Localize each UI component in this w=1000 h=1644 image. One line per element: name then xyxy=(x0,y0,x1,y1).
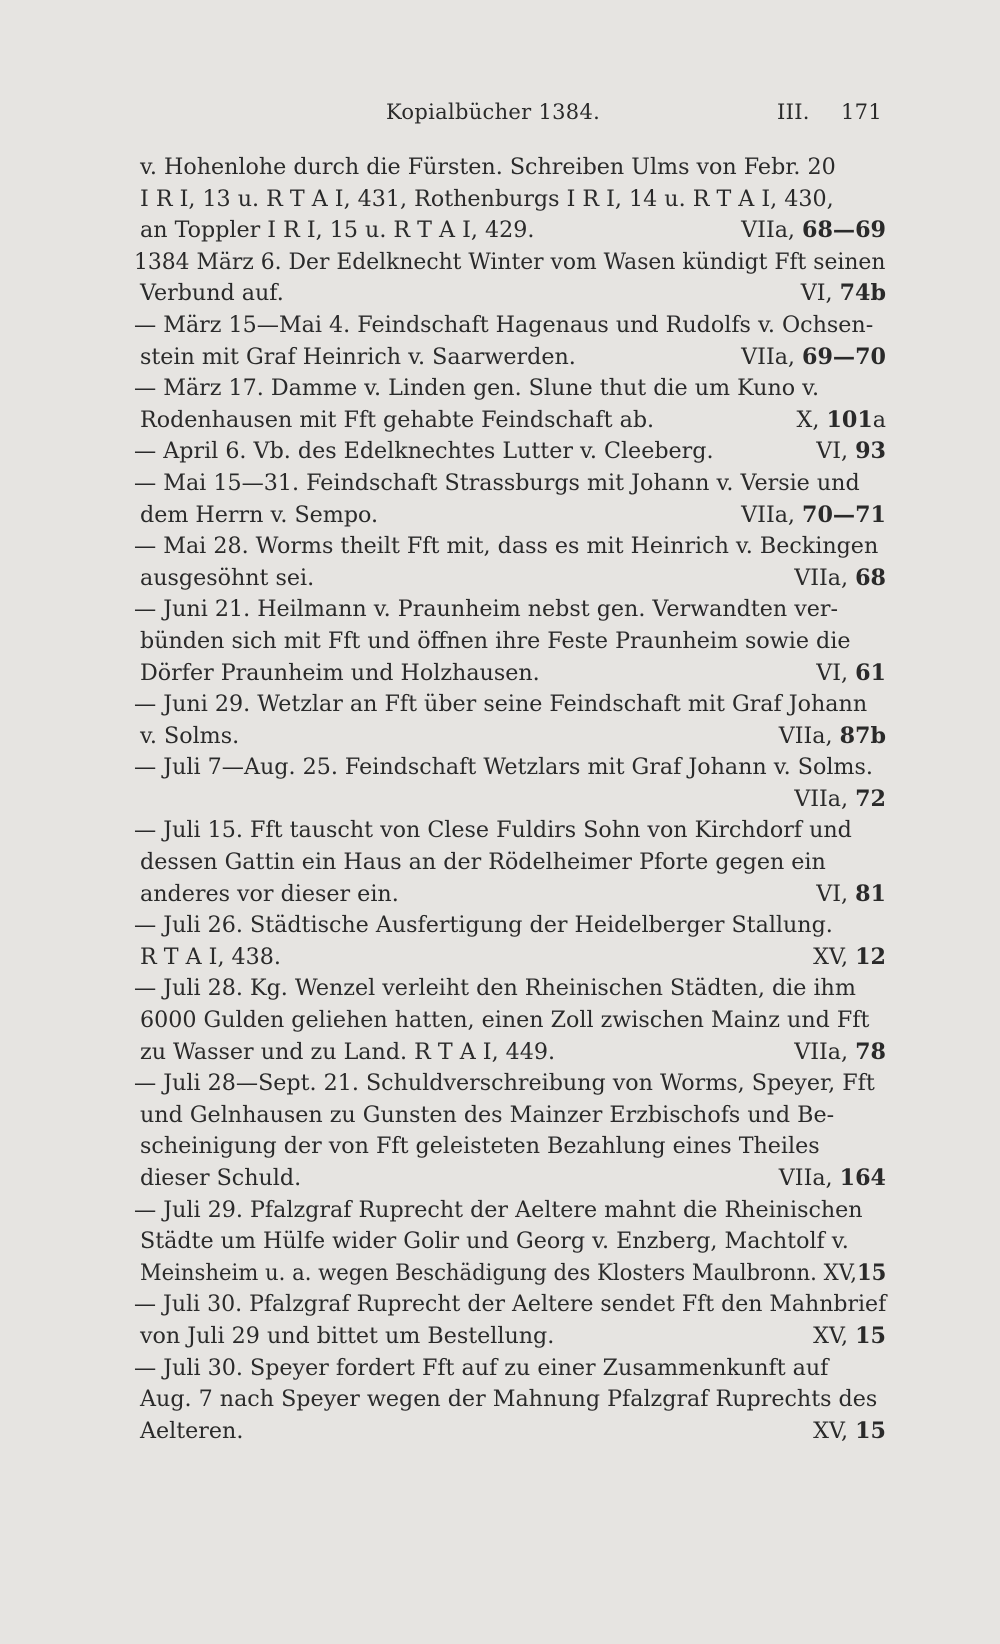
reference-volume: VIIa, xyxy=(741,343,803,370)
text-line xyxy=(134,1289,886,1321)
line-text: — Juli 30. Speyer fordert Fft auf zu einer Zusammenkunft auf xyxy=(134,1354,829,1381)
reference-volume: XV, xyxy=(813,1417,856,1444)
archive-reference xyxy=(816,658,886,690)
text-line xyxy=(134,468,886,500)
header-title: Kopialbücher 1384. xyxy=(386,100,601,124)
reference-number: 72 xyxy=(855,785,886,812)
line-text: — Juli 29. Pfalzgraf Ruprecht der Aeltere mahnt die Rheinischen xyxy=(134,1196,863,1223)
archive-reference xyxy=(779,1163,886,1195)
reference-number: 87b xyxy=(839,722,886,749)
line-text: — März 17. Damme v. Linden gen. Slune thut die um Kuno v. xyxy=(134,375,820,402)
reference-number: 69—70 xyxy=(802,343,886,370)
text-line xyxy=(134,1384,886,1416)
text-line xyxy=(134,658,886,690)
archive-reference xyxy=(779,721,886,753)
line-text: dessen Gattin ein Haus an der Rödelheimer Pforte gegen ein xyxy=(140,849,826,876)
line-text: — Juni 21. Heilmann v. Praunheim nebst gen. Verwandten ver- xyxy=(134,596,839,623)
line-text: bünden sich mit Fft und öffnen ihre Feste Praunheim sowie die xyxy=(140,627,851,654)
reference-number: 61 xyxy=(855,659,886,686)
reference-volume: VIIa, xyxy=(778,722,840,749)
text-line xyxy=(134,942,886,974)
reference-number: 68—69 xyxy=(802,217,886,244)
reference-number: 101 xyxy=(826,406,873,433)
line-text: von Juli 29 und bittet um Bestellung. xyxy=(140,1322,555,1349)
line-text: Dörfer Praunheim und Holzhausen. xyxy=(140,659,540,686)
archive-reference xyxy=(813,1416,886,1448)
text-line xyxy=(134,1226,886,1258)
text-line xyxy=(134,500,886,532)
reference-volume: VI, xyxy=(800,280,840,307)
text-line xyxy=(134,973,886,1005)
reference-volume: VI, xyxy=(816,880,856,907)
reference-volume: VIIa, xyxy=(794,1038,856,1065)
text-line xyxy=(134,1005,886,1037)
text-line xyxy=(134,247,886,279)
reference-volume: VIIa, xyxy=(741,501,803,528)
text-line xyxy=(134,1321,886,1353)
line-text: — Juli 15. Fft tauscht von Clese Fuldirs Sohn von Kirchdorf und xyxy=(134,817,852,844)
archive-reference xyxy=(797,405,886,437)
line-text: anderes vor dieser ein. xyxy=(140,880,399,907)
line-text: — Juli 26. Städtische Ausfertigung der Heidelberger Stallung. xyxy=(134,912,833,939)
reference-volume: X, xyxy=(796,406,827,433)
archive-reference xyxy=(813,1321,886,1353)
reference-number: 70—71 xyxy=(802,501,886,528)
text-line xyxy=(134,626,886,658)
line-text: — Juni 29. Wetzlar an Fft über seine Feindschaft mit Graf Johann xyxy=(134,691,868,718)
line-text: v. Hohenlohe durch die Fürsten. Schreiben Ulms von Febr. 20 xyxy=(140,154,836,180)
text-line xyxy=(134,1037,886,1069)
reference-number: 68 xyxy=(855,564,886,591)
text-line xyxy=(134,1131,886,1163)
reference-volume: XV, xyxy=(813,1322,856,1349)
archive-reference xyxy=(741,500,886,532)
text-line xyxy=(134,373,886,405)
text-line xyxy=(134,1100,886,1132)
line-text: und Gelnhausen zu Gunsten des Mainzer Erzbischofs und Be- xyxy=(140,1101,835,1128)
archive-reference xyxy=(794,784,886,816)
line-text: 1384 März 6. Der Edelknecht Winter vom Wasen kündigt Fft seinen xyxy=(134,248,886,275)
text-line xyxy=(134,563,886,595)
line-text: an Toppler I R I, 15 u. R T A I, 429. xyxy=(140,217,535,244)
text-line xyxy=(134,436,886,468)
line-text: v. Solms. xyxy=(140,722,240,749)
text-line xyxy=(134,184,886,216)
text-line xyxy=(134,689,886,721)
line-text: — Juli 28—Sept. 21. Schuldverschreibung von Worms, Speyer, Fft xyxy=(134,1070,875,1097)
line-text: dieser Schuld. xyxy=(140,1165,302,1191)
line-text: Städte um Hülfe wider Golir und Georg v. Enzberg, Machtolf v. xyxy=(140,1228,849,1255)
text-line xyxy=(134,815,886,847)
line-text: Aug. 7 nach Speyer wegen der Mahnung Pfalzgraf Ruprechts des xyxy=(140,1386,878,1413)
archive-reference xyxy=(794,563,886,595)
text-line xyxy=(134,1195,886,1227)
text-line xyxy=(134,594,886,626)
line-text: — Mai 15—31. Feindschaft Strassburgs mit Johann v. Versie und xyxy=(134,469,860,496)
line-text: — März 15—Mai 4. Feindschaft Hagenaus und Rudolfs v. Ochsen- xyxy=(134,311,874,338)
running-header xyxy=(130,100,882,136)
text-line xyxy=(134,531,886,563)
reference-volume: XV, xyxy=(813,943,856,970)
text-line xyxy=(134,1258,886,1290)
line-text: R T A I, 438. xyxy=(140,943,281,970)
line-text: Meinsheim u. a. wegen Beschädigung des Klosters Maulbronn. XV,15 xyxy=(140,1259,887,1286)
text-line xyxy=(134,1163,886,1195)
header-section: III. xyxy=(777,100,810,124)
archive-reference xyxy=(801,278,886,310)
reference-number: 15 xyxy=(855,1322,886,1349)
text-line xyxy=(134,405,886,437)
reference-volume: VIIa, xyxy=(794,785,856,812)
line-text: Verbund auf. xyxy=(140,280,284,307)
text-line xyxy=(134,879,886,911)
archive-reference xyxy=(816,879,886,911)
line-text: — Juli 30. Pfalzgraf Ruprecht der Aeltere sendet Fft den Mahnbrief xyxy=(134,1291,887,1318)
text-line xyxy=(134,721,886,753)
reference-number: 164 xyxy=(839,1165,886,1191)
line-text: — Juli 28. Kg. Wenzel verleiht den Rheinischen Städten, die ihm xyxy=(134,975,856,1002)
line-text: — Mai 28. Worms theilt Fft mit, dass es mit Heinrich v. Beckingen xyxy=(134,533,879,560)
reference-volume: VIIa, xyxy=(794,564,856,591)
text-line xyxy=(134,847,886,879)
reference-volume: VIIa, xyxy=(741,217,803,244)
reference-number: 78 xyxy=(855,1038,886,1065)
line-text: stein mit Graf Heinrich v. Saarwerden. xyxy=(140,343,576,370)
reference-volume: VIIa, xyxy=(778,1165,840,1191)
line-text: Aelteren. xyxy=(140,1417,244,1444)
text-line xyxy=(134,1353,886,1385)
archive-reference xyxy=(794,1037,886,1069)
archive-reference xyxy=(813,942,886,974)
reference-number: 81 xyxy=(855,880,886,907)
line-text: I R I, 13 u. R T A I, 431, Rothenburgs I R I, 14 u. R T A I, 430, xyxy=(140,185,834,212)
entries-body xyxy=(134,152,886,1447)
line-text: — April 6. Vb. des Edelknechtes Lutter v. Cleeberg. xyxy=(134,438,714,465)
line-text: Rodenhausen mit Fft gehabte Feindschaft ab. xyxy=(140,406,655,433)
reference-number: 74b xyxy=(839,280,886,307)
archive-reference xyxy=(741,215,886,247)
line-text: ausgesöhnt sei. xyxy=(140,564,315,591)
line-text: zu Wasser und zu Land. R T A I, 449. xyxy=(140,1038,556,1065)
text-line xyxy=(134,342,886,374)
text-line xyxy=(134,152,886,184)
line-text: — Juli 7—Aug. 25. Feindschaft Wetzlars mit Graf Johann v. Solms. xyxy=(134,754,873,781)
reference-volume: VI, xyxy=(816,659,856,686)
line-text: 6000 Gulden geliehen hatten, einen Zoll zwischen Mainz und Fft xyxy=(140,1007,870,1034)
reference-volume: VI, xyxy=(816,438,856,465)
archive-reference-number: 15 xyxy=(856,1259,887,1286)
text-line xyxy=(134,310,886,342)
text-line xyxy=(134,215,886,247)
archive-reference xyxy=(816,436,886,468)
text-line xyxy=(134,784,886,816)
reference-number: 93 xyxy=(855,438,886,465)
reference-suffix: a xyxy=(872,406,886,433)
line-text: dem Herrn v. Sempo. xyxy=(140,501,379,528)
archive-reference xyxy=(741,342,886,374)
text-line xyxy=(134,752,886,784)
page-number: 171 xyxy=(841,100,882,124)
text-line xyxy=(134,1416,886,1448)
reference-number: 15 xyxy=(855,1417,886,1444)
text-line xyxy=(134,910,886,942)
text-line xyxy=(134,1068,886,1100)
line-text: scheinigung der von Fft geleisteten Bezahlung eines Theiles xyxy=(140,1133,820,1160)
reference-number: 12 xyxy=(855,943,886,970)
text-line xyxy=(134,278,886,310)
